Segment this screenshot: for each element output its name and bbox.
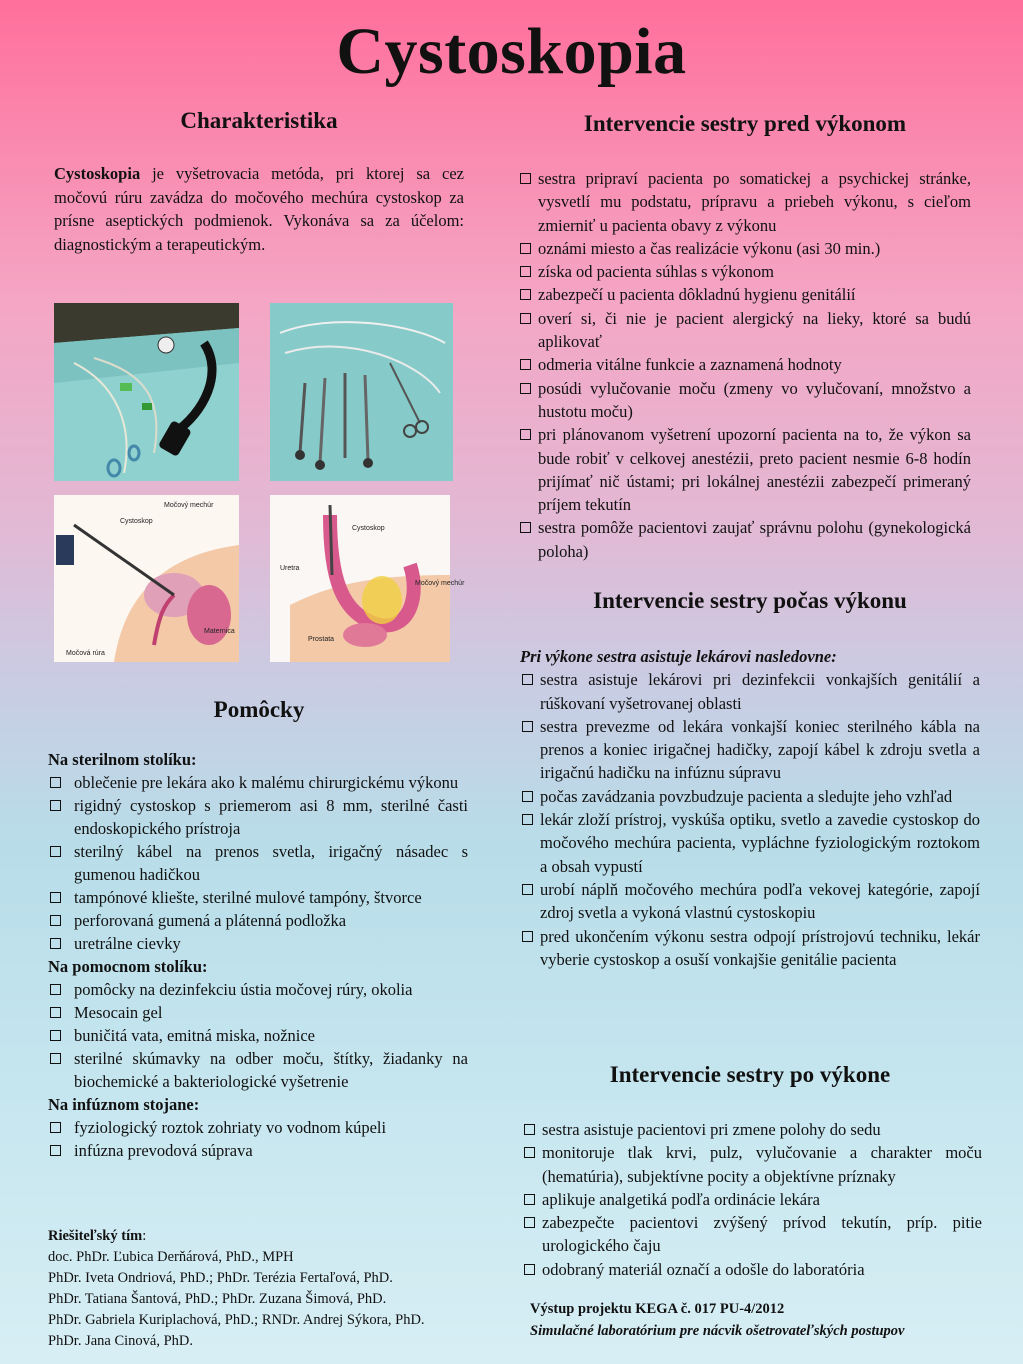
pomocky-group-title: Na sterilnom stolíku: xyxy=(48,750,197,769)
list-item: overí si, či nie je pacient alergický na lieky, ktoré sa budú aplikovať xyxy=(518,307,971,354)
checkbox-bullet-icon xyxy=(520,429,531,440)
checkbox-bullet-icon xyxy=(522,931,533,942)
checkbox-bullet-icon xyxy=(524,1217,535,1228)
checkbox-bullet-icon xyxy=(50,846,61,857)
list-item: sestra asistuje pacientovi pri zmene polohy do sedu xyxy=(522,1118,982,1141)
list-item: rigidný cystoskop s priemerom asi 8 mm, sterilné časti endoskopického prístroja xyxy=(48,794,468,840)
pocas-intro: Pri výkone sestra asistuje lekárovi nasledovne: xyxy=(520,647,837,666)
pocas-section xyxy=(520,645,980,971)
checkbox-bullet-icon xyxy=(522,884,533,895)
checkbox-bullet-icon xyxy=(520,289,531,300)
list-item: počas zavádzania povzbudzuje pacienta a sledujte jeho vzhľad xyxy=(520,785,980,808)
checkbox-bullet-icon xyxy=(520,522,531,533)
charakteristika-heading: Charakteristika xyxy=(180,108,338,133)
checkbox-bullet-icon xyxy=(522,791,533,802)
list-item: sterilné skúmavky na odber moču, štítky, žiadanky na biochemické a bakteriologické vyšetrenie xyxy=(48,1047,468,1093)
pomocky-list-pomocny xyxy=(48,978,468,1093)
diagram2-label-prostata: Prostata xyxy=(308,636,335,643)
pocas-heading: Intervencie sestry počas výkonu xyxy=(593,588,907,613)
list-item: sestra prevezme od lekára vonkajší koniec sterilného kábla na prenos a koniec irigačnej hadičky, zapojí kábel k zdroju svetla a irigačnú hadičku na infúznu súpravu xyxy=(520,715,980,785)
team-member: PhDr. Jana Cinová, PhD. xyxy=(48,1333,193,1349)
pomocky-list-sterilny xyxy=(48,771,468,955)
checkbox-bullet-icon xyxy=(522,674,533,685)
list-item: pri plánovanom vyšetrení upozorní pacienta na to, že výkon sa bude robiť v celkovej anestézii, preto pacient nesmie 6-8 hodín prijímať nič ústami; pri lokálnej anestézii zabezpečí primeraný príjem tekutín xyxy=(518,423,971,516)
charakteristika-text xyxy=(54,162,464,256)
team-label: Riešiteľský tím xyxy=(48,1228,143,1244)
team-member: PhDr. Tatiana Šantová, PhD.; PhDr. Zuzana Šimová, PhD. xyxy=(48,1291,387,1307)
charakteristika-term: Cystoskopia xyxy=(54,164,141,183)
list-item: odmeria vitálne funkcie a zaznamená hodnoty xyxy=(518,353,971,376)
checkbox-bullet-icon xyxy=(524,1264,535,1275)
list-item: perforovaná gumená a plátenná podložka xyxy=(48,909,468,932)
pomocky-group-title: Na pomocnom stolíku: xyxy=(48,957,208,976)
photo-flexible-cystoscope xyxy=(54,303,239,481)
list-item: odobraný materiál označí a odošle do laboratória xyxy=(522,1258,982,1281)
checkbox-bullet-icon xyxy=(520,359,531,370)
list-item: buničitá vata, emitná miska, nožnice xyxy=(48,1024,468,1047)
list-item: lekár zloží prístroj, vyskúša optiku, svetlo a zavedie cystoskop do močového mechúra pacienta, vypláchne fyziologickým roztokom a obsah vypustí xyxy=(520,808,980,878)
list-item: zabezpečte pacientovi zvýšený prívod tekutín, príp. pitie urologického čaju xyxy=(522,1211,982,1258)
team-member: PhDr. Gabriela Kuriplachová, PhD.; RNDr. Andrej Sýkora, PhD. xyxy=(48,1312,425,1328)
poster-title: Cystoskopia xyxy=(336,15,687,88)
pred-section xyxy=(518,167,971,563)
checkbox-bullet-icon xyxy=(524,1124,535,1135)
list-item: sestra pomôže pacientovi zaujať správnu polohu (gynekologická poloha) xyxy=(518,516,971,563)
checkbox-bullet-icon xyxy=(520,173,531,184)
checkbox-bullet-icon xyxy=(50,1122,61,1133)
checkbox-bullet-icon xyxy=(520,266,531,277)
list-item: oblečenie pre lekára ako k malému chirurgickému výkonu xyxy=(48,771,468,794)
list-item: urobí náplň močového mechúra podľa vekovej kategórie, zapojí zdroj svetla a vykoná vlastnú cystoskopiu xyxy=(520,878,980,925)
list-item: aplikuje analgetiká podľa ordinácie lekára xyxy=(522,1188,982,1211)
charakteristika-body: je vyšetrovacia metóda, pri ktorej sa cez močovú rúru zavádza do močového mechúra cystoskop za prísne aseptických podmienok. Vykonáva sa za účelom: diagnostickým a terapeutickým. xyxy=(54,164,464,254)
list-item: zabezpečí u pacienta dôkladnú hygienu genitálií xyxy=(518,283,971,306)
list-item: uretrálne cievky xyxy=(48,932,468,955)
team-label-line: Riešiteľský tím: xyxy=(48,1228,147,1244)
diagram2-label-uretra: Uretra xyxy=(280,565,300,572)
checkbox-bullet-icon xyxy=(50,984,61,995)
list-item: Mesocain gel xyxy=(48,1001,468,1024)
diagram1-label-rura: Močová rúra xyxy=(66,650,105,657)
list-item: monitoruje tlak krvi, pulz, vylučovanie a charakter moču (hematúria), subjektívne pocity a objektívne príznaky xyxy=(522,1141,982,1188)
list-item: sterilný kábel na prenos svetla, irigačný násadec s gumenou hadičkou xyxy=(48,840,468,886)
list-item: fyziologický roztok zohriaty vo vodnom kúpeli xyxy=(48,1116,468,1139)
checkbox-bullet-icon xyxy=(522,814,533,825)
pred-heading: Intervencie sestry pred výkonom xyxy=(583,111,907,136)
team-block xyxy=(48,1226,508,1352)
list-item: oznámi miesto a čas realizácie výkonu (asi 30 min.) xyxy=(518,237,971,260)
list-item: sestra asistuje lekárovi pri dezinfekcii vonkajších genitálií a rúškovaní vyšetrovanej oblasti xyxy=(520,668,980,715)
diagram-male-anatomy xyxy=(270,495,465,662)
checkbox-bullet-icon xyxy=(524,1194,535,1205)
po-section xyxy=(522,1118,982,1281)
photo-rigid-instruments xyxy=(270,303,453,481)
po-heading: Intervencie sestry po výkone xyxy=(609,1062,891,1087)
list-item: pred ukončením výkonu sestra odpojí prístrojovú techniku, lekár vyberie cystoskop a osuší vonkajšie genitálie pacienta xyxy=(520,925,980,972)
team-member: PhDr. Iveta Ondriová, PhD.; PhDr. Terézia Fertaľová, PhD. xyxy=(48,1270,393,1286)
diagram1-label-maternica: Maternica xyxy=(204,628,235,635)
list-item: získa od pacienta súhlas s výkonom xyxy=(518,260,971,283)
list-item: tampónové kliešte, sterilné mulové tampóny, štvorce xyxy=(48,886,468,909)
pocas-list xyxy=(520,668,980,971)
diagram2-label-mechur: Močový mechúr xyxy=(415,580,465,587)
checkbox-bullet-icon xyxy=(50,777,61,788)
diagram2-label-cystoskop: Cystoskop xyxy=(352,525,385,532)
checkbox-bullet-icon xyxy=(520,313,531,324)
checkbox-bullet-icon xyxy=(50,1053,61,1064)
list-item: sestra pripraví pacienta po somatickej a psychickej stránke, vysvetlí mu podstatu, prípravu a priebeh výkonu, s cieľom zmierniť u pacienta obavy z výkonu xyxy=(518,167,971,237)
checkbox-bullet-icon xyxy=(50,1007,61,1018)
pomocky-list-infuzny xyxy=(48,1116,468,1162)
checkbox-bullet-icon xyxy=(50,1145,61,1156)
checkbox-bullet-icon xyxy=(50,915,61,926)
diagram-female-anatomy xyxy=(54,495,239,662)
checkbox-bullet-icon xyxy=(520,243,531,254)
pomocky-group-title: Na infúznom stojane: xyxy=(48,1095,200,1114)
checkbox-bullet-icon xyxy=(50,800,61,811)
pomocky-section xyxy=(48,748,468,1162)
checkbox-bullet-icon xyxy=(520,383,531,394)
pomocky-heading: Pomôcky xyxy=(213,697,305,722)
diagram1-label-mechur: Močový mechúr xyxy=(164,502,214,509)
list-item: posúdi vylučovanie moču (zmeny vo vylučovaní, množstvo a hustotu moču) xyxy=(518,377,971,424)
checkbox-bullet-icon xyxy=(50,1030,61,1041)
po-list xyxy=(522,1118,982,1281)
project-line1: Výstup projektu KEGA č. 017 PU-4/2012 xyxy=(530,1301,785,1317)
checkbox-bullet-icon xyxy=(524,1147,535,1158)
checkbox-bullet-icon xyxy=(50,938,61,949)
checkbox-bullet-icon xyxy=(50,892,61,903)
diagram1-label-cystoskop: Cystoskop xyxy=(120,518,153,525)
list-item: infúzna prevodová súprava xyxy=(48,1139,468,1162)
checkbox-bullet-icon xyxy=(522,721,533,732)
project-footer xyxy=(530,1298,1000,1342)
project-line2: Simulačné laboratórium pre nácvik ošetrovateľských postupov xyxy=(530,1323,905,1339)
team-member: doc. PhDr. Ľubica Derňárová, PhD., MPH xyxy=(48,1249,294,1265)
list-item: pomôcky na dezinfekciu ústia močovej rúry, okolia xyxy=(48,978,468,1001)
pred-list xyxy=(518,167,971,563)
